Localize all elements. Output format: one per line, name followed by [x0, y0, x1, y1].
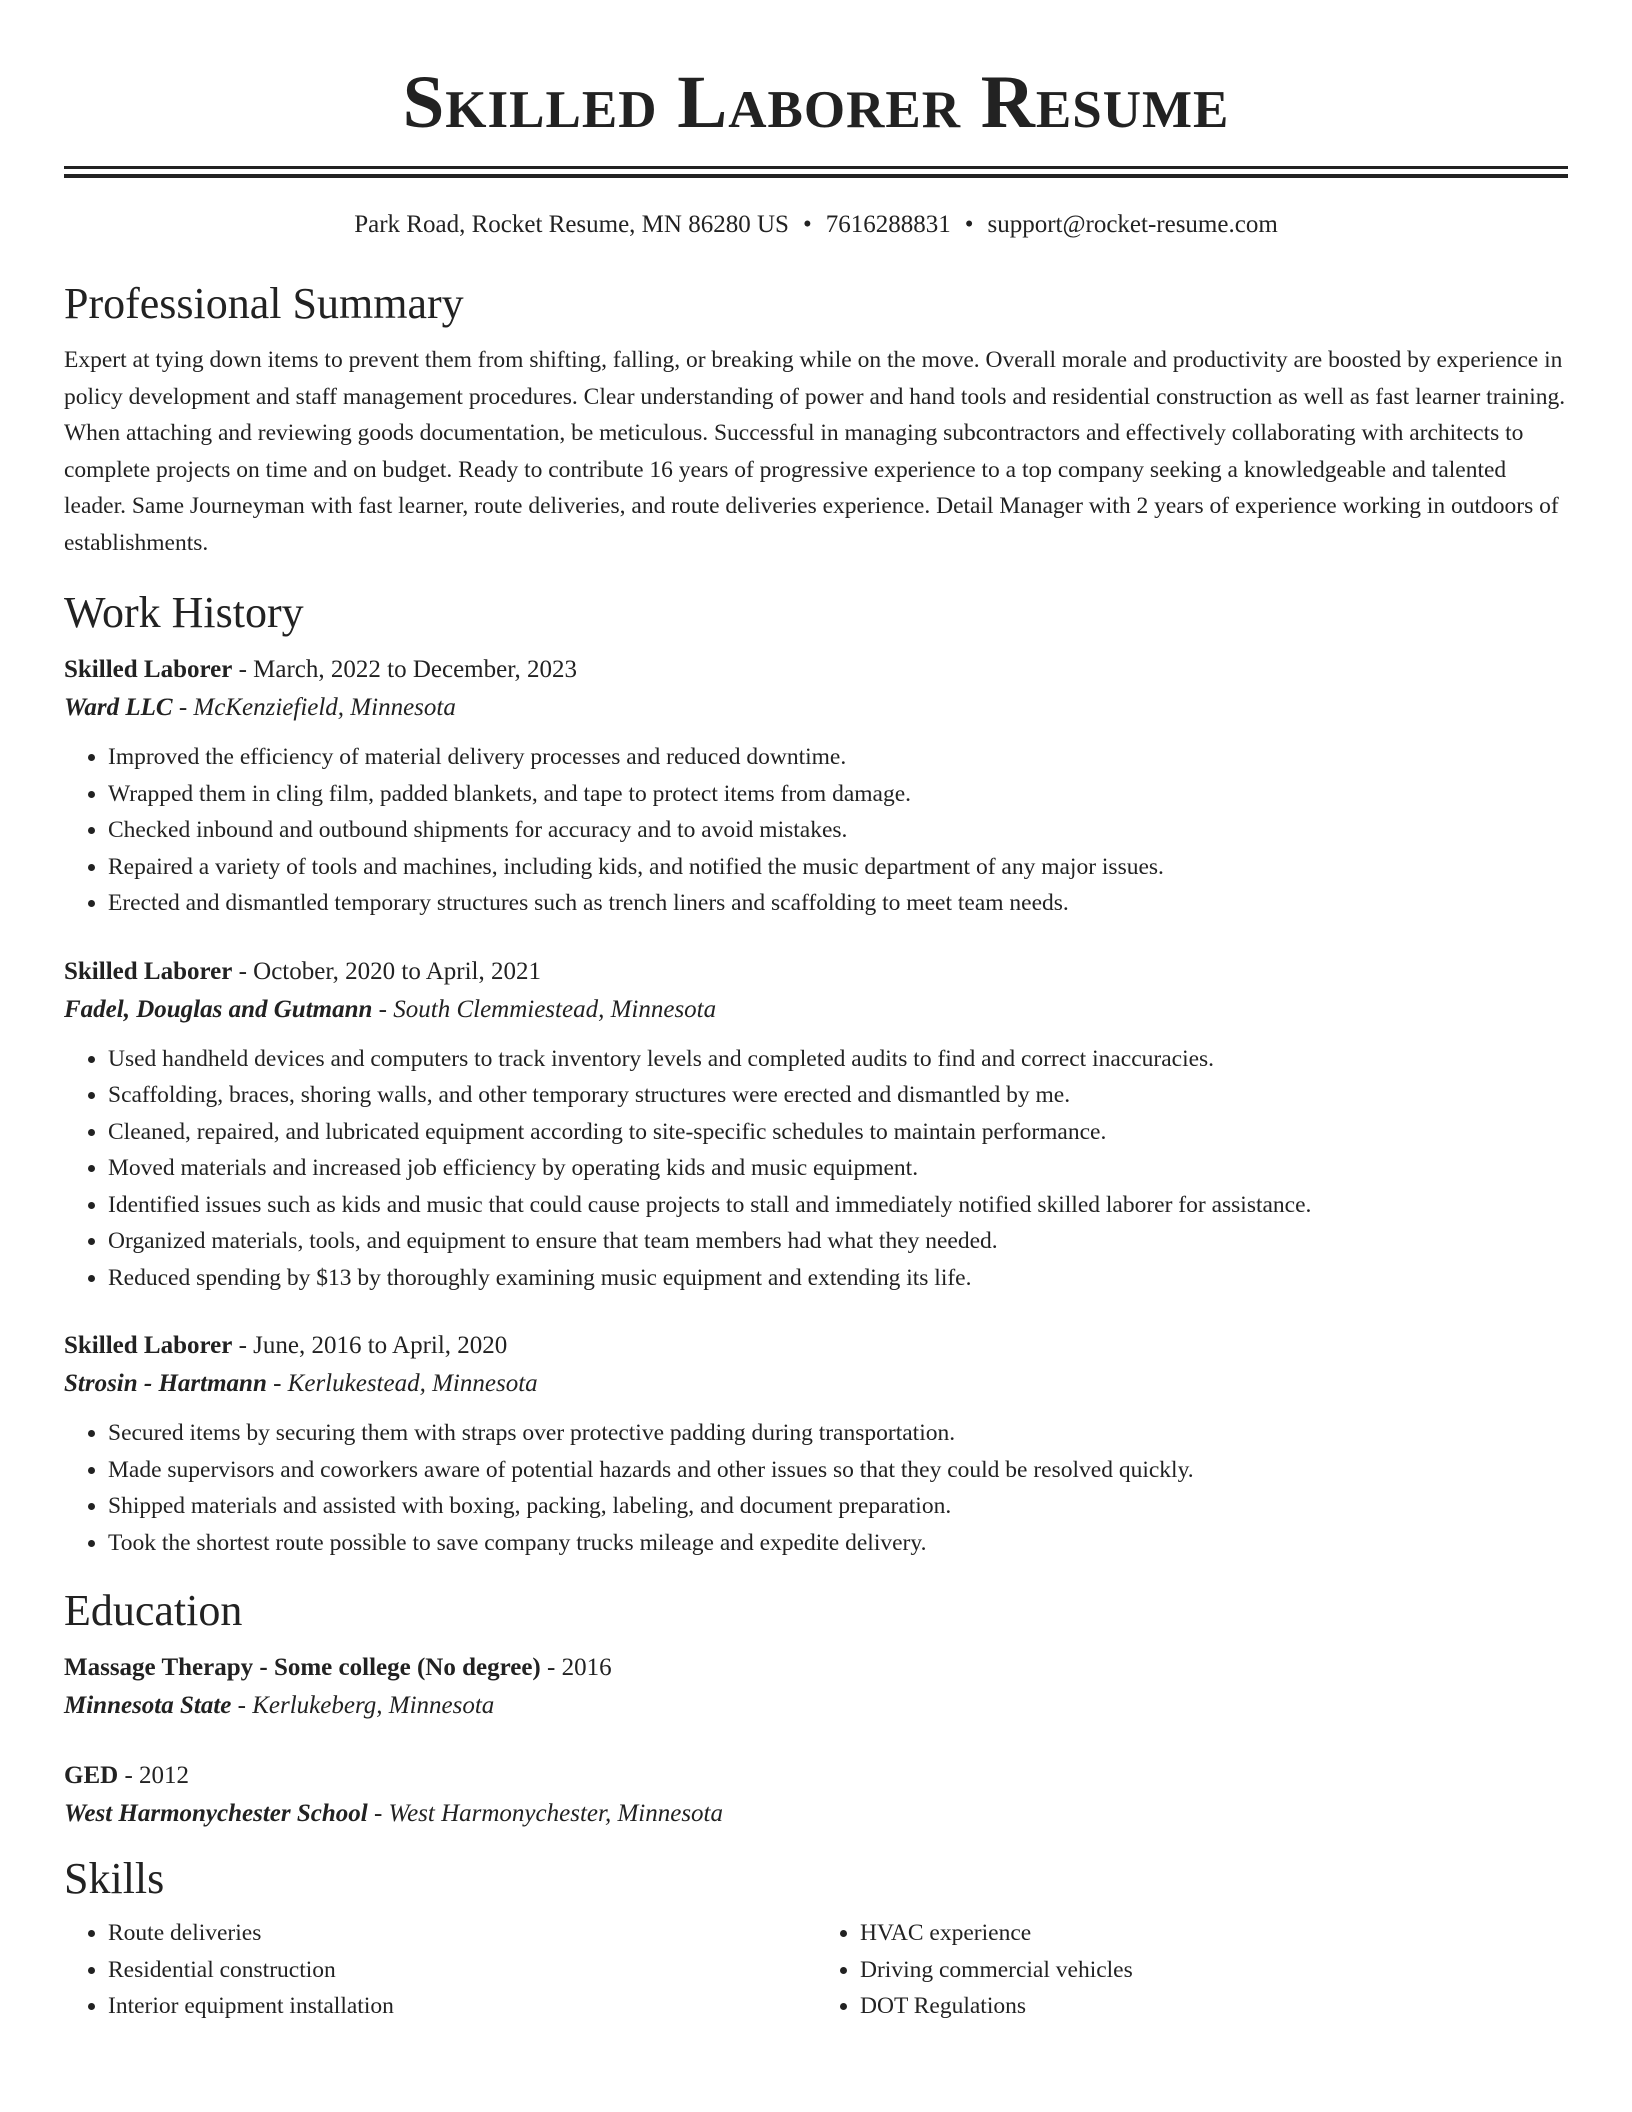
contact-separator: •	[802, 211, 812, 238]
list-item: • Repaired a variety of tools and machines, including kids, and notified the music department of any major issues.	[108, 849, 1568, 886]
degree-line	[64, 1757, 1568, 1795]
education-heading: Education	[64, 1586, 243, 1635]
summary-heading: Professional Summary	[64, 279, 464, 328]
work-history-heading: Work History	[64, 588, 304, 637]
employer-location: - Kerlukestead, Minnesota	[266, 1370, 538, 1397]
employer-name: Strosin - Hartmann	[64, 1370, 267, 1397]
school-location: - Kerlukeberg, Minnesota	[231, 1692, 495, 1719]
school-name: Minnesota State	[64, 1692, 232, 1719]
list-item: • Driving commercial vehicles	[860, 1952, 1568, 1989]
list-item: • Wrapped them in cling film, padded blankets, and tape to protect items from damage.	[108, 776, 1568, 813]
degree-year: - 2016	[540, 1654, 612, 1681]
job-title-line	[64, 1327, 1568, 1365]
list-item: • Erected and dismantled temporary structures such as trench liners and scaffolding to meet team needs.	[108, 885, 1568, 922]
work-history-section	[64, 585, 1568, 1561]
job-title: Skilled Laborer	[64, 1332, 233, 1359]
list-item: • Reduced spending by $13 by thoroughly examining music equipment and extending its life.	[108, 1260, 1568, 1297]
job-dates: - October, 2020 to April, 2021	[232, 957, 541, 985]
resume-title: Skilled Laborer Resume	[402, 61, 1230, 144]
list-item: • Cleaned, repaired, and lubricated equipment according to site-specific schedules to maintain performance.	[108, 1114, 1568, 1151]
list-item: • DOT Regulations	[860, 1988, 1568, 2025]
contact-line	[64, 208, 1568, 242]
employer-location: - South Clemmiestead, Minnesota	[372, 995, 717, 1023]
skills-list-left	[64, 1915, 816, 2025]
list-item: • Shipped materials and assisted with boxing, packing, labeling, and document preparation.	[108, 1488, 1568, 1525]
contact-email: support@rocket-resume.com	[987, 211, 1278, 238]
title-divider	[64, 166, 1568, 178]
education-entry	[64, 1649, 1568, 1725]
list-item: • Identified issues such as kids and music that could cause projects to stall and immediately notified skilled laborer for assistance.	[108, 1187, 1568, 1224]
list-item: • Route deliveries	[108, 1915, 816, 1952]
school-name: West Harmonychester School	[64, 1800, 368, 1827]
list-item: • Scaffolding, braces, shoring walls, and other temporary structures were erected and dismantled by me.	[108, 1077, 1568, 1114]
skills-columns	[64, 1907, 1568, 2025]
employer-line	[64, 1365, 1568, 1403]
list-item: • Took the shortest route possible to save company trucks mileage and expedite delivery.	[108, 1525, 1568, 1562]
school-line	[64, 1795, 1568, 1833]
employer-line	[64, 689, 1568, 727]
employer-line	[64, 991, 1568, 1029]
job-title: Skilled Laborer	[64, 656, 233, 683]
job-title-line	[64, 953, 1568, 991]
employer-name: Ward LLC	[64, 694, 173, 721]
degree-year: - 2012	[118, 1762, 190, 1789]
skills-list-right	[816, 1915, 1568, 2025]
degree-name: Massage Therapy - Some college (No degree)	[64, 1654, 541, 1681]
degree-line	[64, 1649, 1568, 1687]
education-section	[64, 1583, 1568, 1833]
list-item: • Interior equipment installation	[108, 1988, 816, 2025]
contact-address: Park Road, Rocket Resume, MN 86280 US	[354, 211, 789, 238]
contact-separator: •	[964, 211, 974, 238]
list-item: • Made supervisors and coworkers aware of potential hazards and other issues so that they could be resolved quickly.	[108, 1452, 1568, 1489]
employer-location: - McKenziefield, Minnesota	[172, 694, 456, 721]
summary-section	[64, 276, 1568, 561]
job-bullets	[64, 1415, 1568, 1561]
list-item: • Used handheld devices and computers to track inventory levels and completed audits to find and correct inaccuracies.	[108, 1041, 1568, 1078]
education-entry	[64, 1757, 1568, 1833]
job-dates: - March, 2022 to December, 2023	[232, 656, 578, 683]
job-bullets	[64, 739, 1568, 922]
job-bullets	[64, 1041, 1568, 1297]
list-item: • Checked inbound and outbound shipments for accuracy and to avoid mistakes.	[108, 812, 1568, 849]
job-title-line	[64, 651, 1568, 689]
job-entry	[64, 1327, 1568, 1561]
employer-name: Fadel, Douglas and Gutmann	[64, 995, 373, 1023]
skills-section	[64, 1851, 1568, 2025]
list-item: • Residential construction	[108, 1952, 816, 1989]
list-item: • Moved materials and increased job efficiency by operating kids and music equipment.	[108, 1150, 1568, 1187]
contact-phone: 7616288831	[825, 211, 951, 238]
summary-text: Expert at tying down items to prevent them from shifting, falling, or breaking while on the move. Overall morale and productivity are boosted by experience in policy development and staff management procedures. Clear understanding of power and hand tools and residential construction as well as fast learner training. When attaching and reviewing goods documentation, be meticulous. Successful in managing subcontractors and effectively collaborating with architects to complete projects on time and on budget. Ready to contribute 16 years of progressive experience to a top company seeking a knowledgeable and talented leader. Same Journeyman with fast learner, route deliveries, and route deliveries experience. Detail Manager with 2 years of experience working in outdoors of establishments.	[64, 347, 1566, 556]
school-location: - West Harmonychester, Minnesota	[367, 1800, 723, 1827]
job-dates: - June, 2016 to April, 2020	[232, 1332, 508, 1359]
skills-heading: Skills	[64, 1854, 165, 1903]
degree-name: GED	[64, 1762, 119, 1789]
job-entry	[64, 651, 1568, 922]
list-item: • Secured items by securing them with straps over protective padding during transportation.	[108, 1415, 1568, 1452]
school-line	[64, 1687, 1568, 1725]
job-entry	[64, 953, 1568, 1297]
list-item: • Organized materials, tools, and equipment to ensure that team members had what they needed.	[108, 1223, 1568, 1260]
list-item: • HVAC experience	[860, 1915, 1568, 1952]
job-title: Skilled Laborer	[64, 957, 233, 985]
list-item: • Improved the efficiency of material delivery processes and reduced downtime.	[108, 739, 1568, 776]
